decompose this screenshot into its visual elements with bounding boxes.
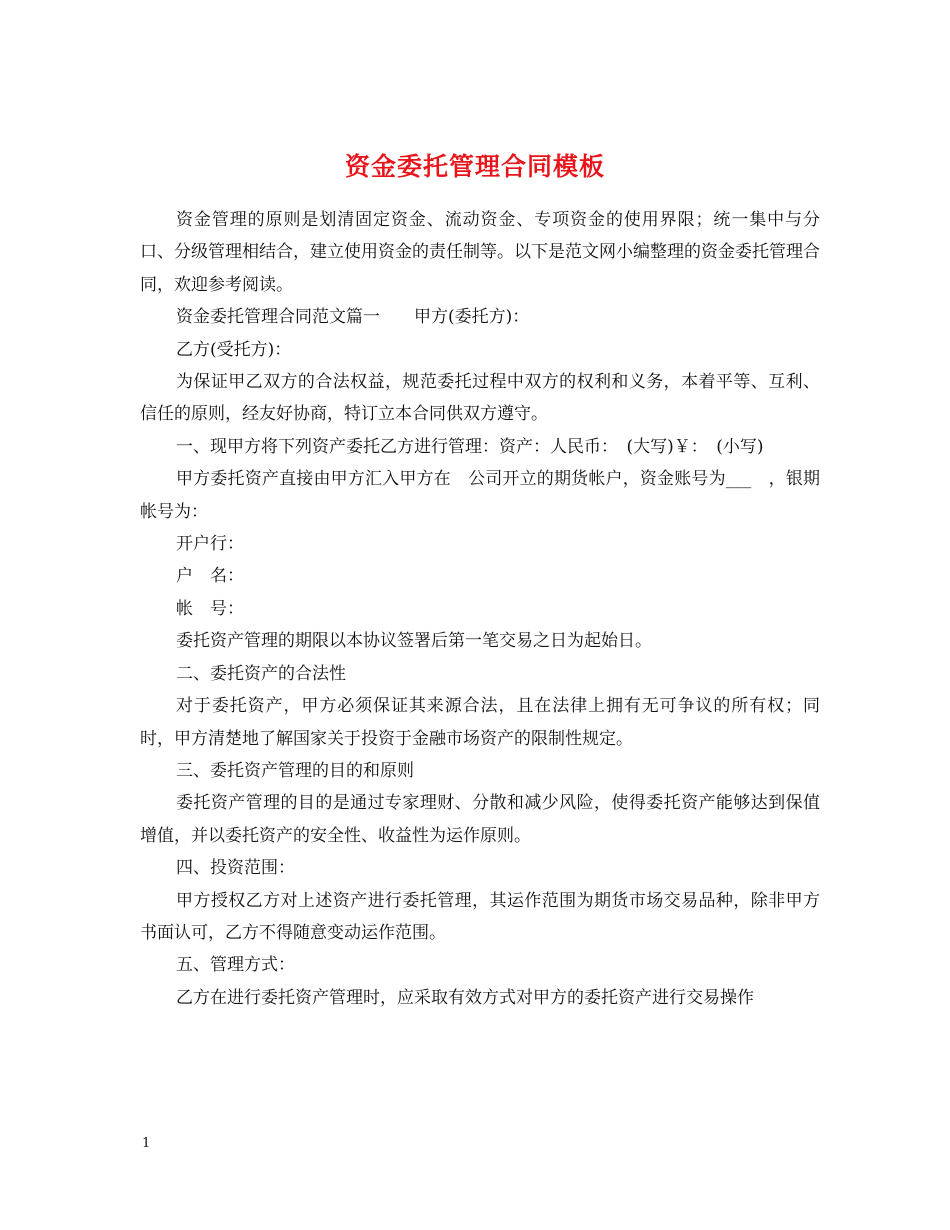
page-number: 1 [142,1136,151,1151]
paragraph-intro: 资金管理的原则是划清固定资金、流动资金、专项资金的使用界限；统一集中与分口、分级管理相结合，建立使用资金的责任制等。以下是范文网小编整理的资金委托管理合同，欢迎参考阅读。 [140,210,820,295]
paragraph-bank: 开户行： [176,534,244,555]
paragraph-party-b: 乙方(受托方)： [176,339,292,360]
paragraph-principles: 委托资产管理的目的是通过专家理财、分散和减少风险，使得委托资产能够达到保值增值，并以委托资产的安全性、收益性为运作原则。 [140,793,820,846]
paragraph-legality: 对于委托资产，甲方必须保证其来源合法，且在法律上拥有无可争议的所有权；同时，甲方清楚地了解国家关于投资于金融市场资产的限制性规定。 [140,696,820,749]
heading-clause-5: 五、管理方式： [176,955,295,976]
paragraph-account-name: 户 名： [176,566,244,587]
document-body [140,204,820,1014]
paragraph-scope: 甲方授权乙方对上述资产进行委托管理，其运作范围为期货市场交易品种，除非甲方书面认可，乙方不得随意变动运作范围。 [140,890,820,943]
paragraph-clause-1: 一、现甲方将下列资产委托乙方进行管理：资产：人民币： (大写)￥： (小写) [176,436,764,457]
heading-clause-2: 二、委托资产的合法性 [176,663,346,684]
heading-clause-3: 三、委托资产管理的目的和原则 [176,760,414,781]
paragraph-account: 甲方委托资产直接由甲方汇入甲方在 公司开立的期货帐户，资金账号为___ ，银期帐号为： [140,469,820,522]
paragraph-account-number: 帐 号： [176,598,244,619]
document-title: 资金委托管理合同模板 [344,151,605,181]
paragraph-management: 乙方在进行委托资产管理时，应采取有效方式对甲方的委托资产进行交易操作 [176,987,754,1008]
paragraph-party-a: 资金委托管理合同范文篇一 甲方(委托方)： [176,307,530,328]
paragraph-term: 委托资产管理的期限以本协议签署后第一笔交易之日为起始日。 [176,631,652,652]
paragraph-purpose: 为保证甲乙双方的合法权益，规范委托过程中双方的权利和义务，本着平等、互利、信任的原则，经友好协商，特订立本合同供双方遵守。 [140,372,820,425]
heading-clause-4: 四、投资范围： [176,858,295,879]
